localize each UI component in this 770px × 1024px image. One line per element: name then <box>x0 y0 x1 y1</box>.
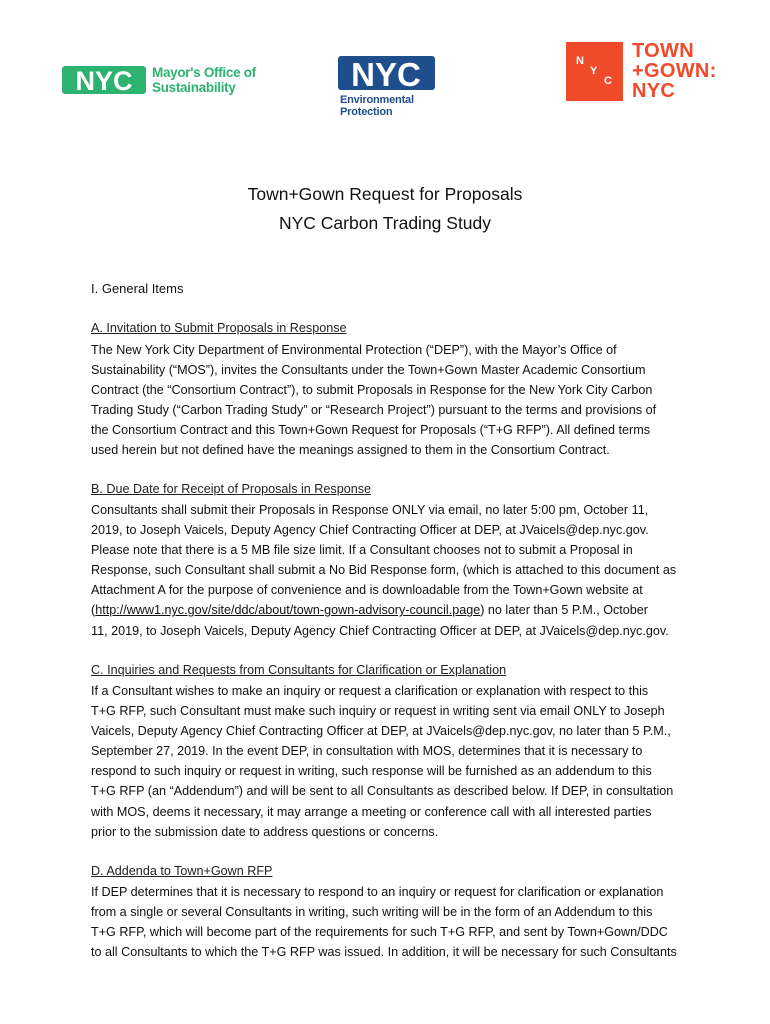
heading-due-date: B. Due Date for Receipt of Proposals in Response <box>91 482 372 496</box>
town-gown-logo <box>566 42 736 102</box>
paragraph-line: with MOS, deems it necessary, it may arrange a meeting or conference call with all interested parties <box>91 804 652 819</box>
tg-line1: TOWN <box>632 40 694 62</box>
mos-logo-line2: Sustainability <box>152 80 236 95</box>
heading-inquiries: C. Inquiries and Requests from Consultants for Clarification or Explanation <box>91 663 507 677</box>
tg-line3: NYC <box>632 80 676 102</box>
mos-logo-line1: Mayor's Office of <box>152 65 256 80</box>
mos-logo-word: NYC <box>75 66 133 96</box>
paragraph-line-with-link <box>91 600 691 620</box>
paragraph-line: Attachment A for the purpose of convenience and is downloadable from the Town+Gown website at <box>91 583 643 598</box>
paragraph-line: Contract (the “Consortium Contract”), to submit Proposals in Response for the New York City Carbon <box>91 383 653 398</box>
nyc-dep-logo-mark <box>338 56 438 92</box>
paragraph-line: Vaicels, Deputy Agency Chief Contracting Officer at DEP, at JVaicels@dep.nyc.gov, no later than 5 P.M., <box>91 724 671 739</box>
nyc-logo-mark <box>62 63 148 97</box>
link-open-paren: ( <box>91 603 96 618</box>
paragraph-line: Consultants shall submit their Proposals in Response ONLY via email, no later 5:00 pm, October 11, <box>91 503 649 517</box>
paragraph-line: to all Consultants to which the T+G RFP was issued. In addition, it will be necessary for such Consultants <box>91 945 677 960</box>
tg-box-letter-c: C <box>604 75 612 87</box>
paragraph-line: the Consortium Contract and this Town+Gown Request for Proposals (“T+G RFP”). All defined terms <box>91 423 651 438</box>
paragraph-line: 2019, to Joseph Vaicels, Deputy Agency Chief Contracting Officer at DEP, at JVaicels@dep.nyc.gov. <box>91 523 649 538</box>
tg-line2: +GOWN: <box>632 60 717 82</box>
tg-box-letter-y: Y <box>590 65 598 77</box>
heading-addenda: D. Addenda to Town+Gown RFP <box>91 864 273 878</box>
paragraph-invitation <box>91 340 691 461</box>
paragraph-inquiries <box>91 681 691 842</box>
mos-logo-text <box>152 65 256 95</box>
document-subtitle: NYC Carbon Trading Study <box>278 213 492 233</box>
paragraph-line: 11, 2019, to Joseph Vaicels, Deputy Agency Chief Contracting Officer at DEP, at JVaicels@dep.nyc.gov. <box>91 623 669 638</box>
paragraph-line: Response, such Consultant shall submit a No Bid Response form, (which is attached to this document as <box>91 563 677 578</box>
dep-logo-line1: Environmental <box>340 94 414 106</box>
paragraph-addenda <box>91 882 691 962</box>
paragraph-line: If DEP determines that it is necessary to respond to an inquiry or request for clarification or explanation <box>91 885 664 899</box>
paragraph-due-date <box>91 500 691 641</box>
dep-logo <box>338 56 448 120</box>
link-line-rest: ) no later than 5 P.M., October <box>480 603 648 618</box>
paragraph-line: September 27, 2019. In the event DEP, in consultation with MOS, determines that it is necessary to <box>91 744 643 759</box>
tg-box-letter-n: N <box>576 55 584 67</box>
paragraph-line: prior to the submission date to address questions or concerns. <box>91 824 439 839</box>
section-heading-general-items: I. General Items <box>91 281 184 296</box>
dep-logo-word: NYC <box>351 56 421 92</box>
document-title: Town+Gown Request for Proposals <box>247 184 523 204</box>
heading-invitation: A. Invitation to Submit Proposals in Response <box>91 321 347 335</box>
town-gown-website-link[interactable]: http://www1.nyc.gov/site/ddc/about/town-gown-advisory-council.page <box>95 603 481 618</box>
town-gown-logo-box <box>566 42 623 101</box>
paragraph-line: from a single or several Consultants in writing, such writing will be in the form of an Addendum to this <box>91 905 653 920</box>
paragraph-line: Sustainability (“MOS”), invites the Consultants under the Town+Gown Master Academic Consortium <box>91 363 646 378</box>
town-gown-logo-text <box>632 41 717 101</box>
paragraph-line: Please note that there is a 5 MB file size limit. If a Consultant chooses not to submit a Proposal in <box>91 543 633 558</box>
dep-logo-line2: Protection <box>340 106 393 118</box>
paragraph-line: Trading Study (“Carbon Trading Study” or “Research Project”) pursuant to the terms and provisions of <box>91 403 657 418</box>
paragraph-line: used herein but not defined have the meanings assigned to them in the Consortium Contract. <box>91 443 610 458</box>
paragraph-line: T+G RFP, such Consultant must make such inquiry or request in writing sent via email ONLY to Joseph <box>91 704 665 719</box>
paragraph-line: The New York City Department of Environmental Protection (“DEP”), with the Mayor’s Office of <box>91 343 617 357</box>
mos-logo <box>62 63 272 97</box>
dep-logo-text <box>340 94 414 118</box>
paragraph-line: If a Consultant wishes to make an inquiry or request a clarification or explanation with respect to this <box>91 684 649 698</box>
paragraph-line: respond to such inquiry or request in writing, such response will be furnished as an addendum to this <box>91 764 652 779</box>
paragraph-line: T+G RFP, which will become part of the requirements for such T+G RFP, and sent by Town+Gown/DDC <box>91 925 668 940</box>
paragraph-line: T+G RFP (an “Addendum”) and will be sent to all Consultants as described below. If DEP, in consultation <box>91 784 674 799</box>
